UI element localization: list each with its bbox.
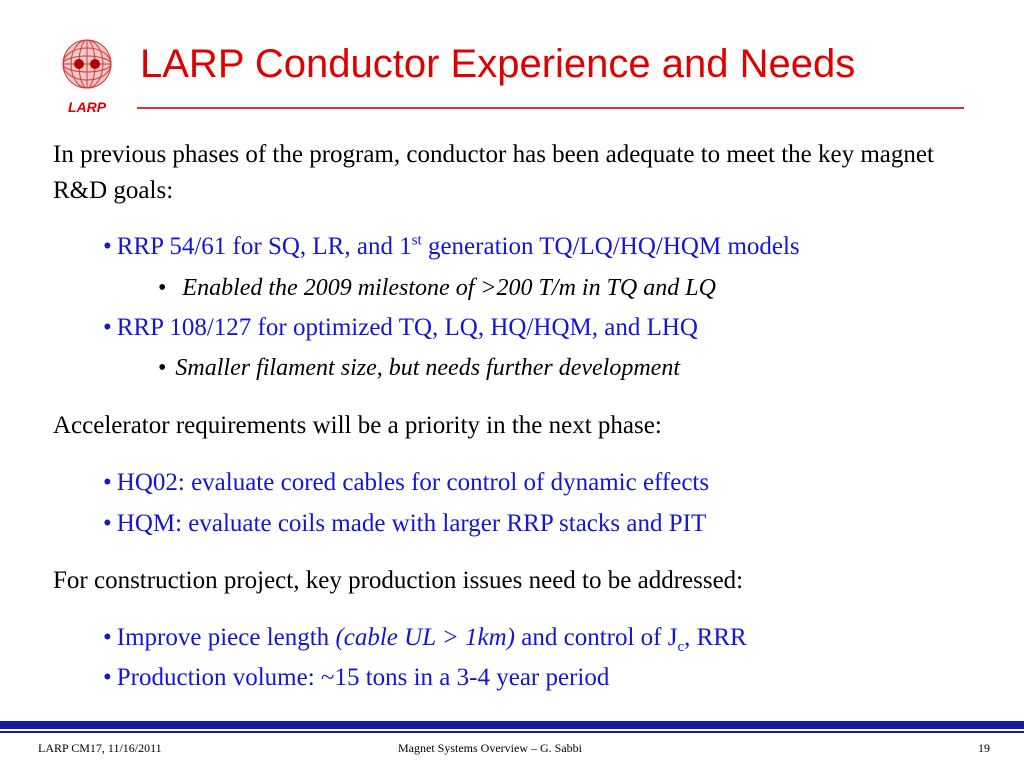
bullet-piece-length: • Improve piece length (cable UL > 1km) and control of $J_c$, RRR xyxy=(103,624,747,655)
paragraph-3: For construction project, key production issues need to be addressed: xyxy=(53,567,744,594)
bullet-production-volume: • Production volume: ~15 tons in a 3-4 year period xyxy=(103,664,610,691)
larp-logo-icon xyxy=(54,36,120,120)
bullet-marker: • xyxy=(158,275,167,301)
bullet-hq02: • HQ02: evaluate cored cables for control of dynamic effects xyxy=(103,469,710,496)
bullet-marker: • xyxy=(103,510,112,537)
slide-title: LARP Conductor Experience and Needs xyxy=(140,42,856,86)
bullet-marker: • xyxy=(103,233,112,260)
footer-line xyxy=(0,731,1024,733)
footer-presentation-title: Magnet Systems Overview – G. Sabbi xyxy=(398,741,582,755)
sub-bullet-milestone: • Enabled the 2009 milestone of >200 T/m in TQ and LQ xyxy=(158,275,716,301)
footer-bar xyxy=(0,721,1024,729)
bullet-marker: • xyxy=(158,355,167,381)
paragraph-2: Accelerator requirements will be a priority in the next phase: xyxy=(53,412,662,439)
bullet-marker: • xyxy=(103,664,112,691)
larp-logo xyxy=(54,36,120,120)
paragraph-1: In previous phases of the program, conductor has been adequate to meet the key magnet R&D goals: xyxy=(53,141,934,204)
bullet-marker: • xyxy=(103,469,112,496)
bullet-rrp-54-61: • RRP 54/61 for SQ, LR, and 1st generation TQ/LQ/HQ/HQM models xyxy=(103,232,800,260)
sub-bullet-filament: • Smaller filament size, but needs further development xyxy=(158,355,680,381)
title-divider xyxy=(137,107,964,109)
bullet-marker: • xyxy=(103,314,112,341)
logo-label: LARP xyxy=(67,99,107,115)
bullet-rrp-108-127: • RRP 108/127 for optimized TQ, LQ, HQ/HQM, and LHQ xyxy=(103,314,698,341)
bullet-hqm: • HQM: evaluate coils made with larger RRP stacks and PIT xyxy=(103,510,707,537)
page-number: 19 xyxy=(978,741,990,755)
bullet-marker: • xyxy=(103,624,112,651)
footer-event-date: LARP CM17, 11/16/2011 xyxy=(38,741,162,755)
